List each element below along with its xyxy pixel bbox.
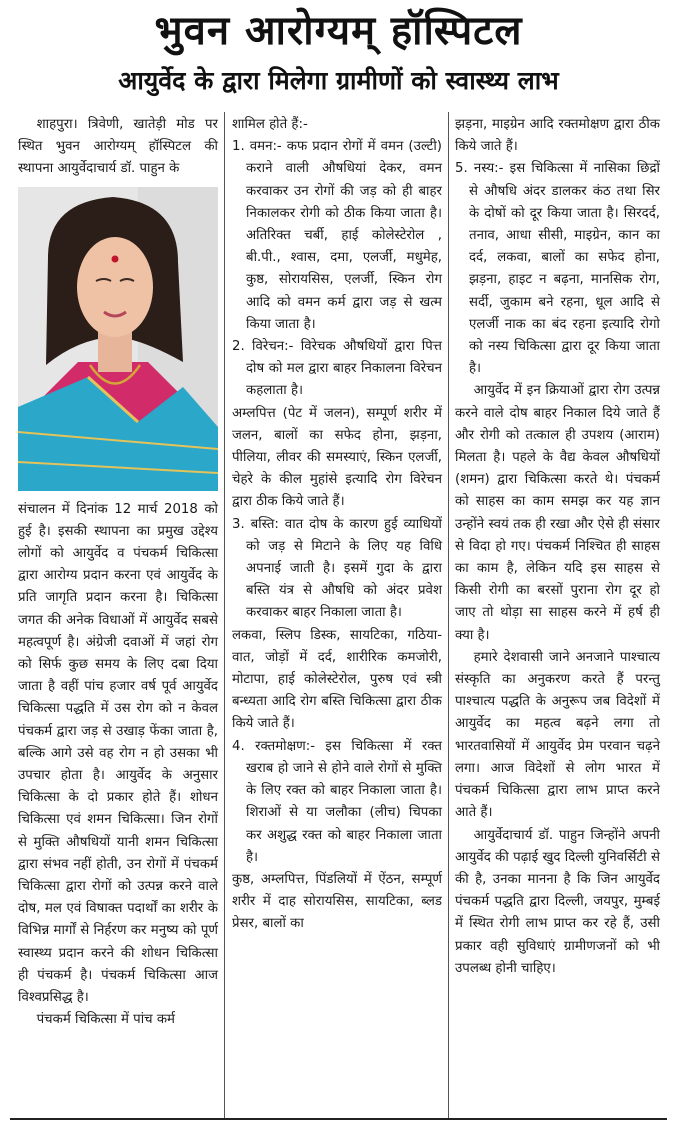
body-paragraph: संचालन में दिनांक 12 मार्च 2018 को हुई है। इसकी स्थापना का प्रमुख उद्देश्य लोगों को आयुर्वेद व पंचकर्म चिकित्सा द्वारा आरोग्य प्रदान करना एवं आयुर्वेद के प्रति जागृति प्रदान करना है। चिकित्सा जगत की अनेक विधाओं में आयुर्वेद सबसे महत्वपूर्ण है। अंग्रेजी दवाओं में जहां रोग को सिर्फ कुछ समय के लिए दबा दिया जाता है वहीं पांच हजार वर्ष पूर्व आयुर्वेद चिकित्सा पद्धति में उस रोग को न केवल पंचकर्म द्वारा जड़ से उखाड़ फेंका जाता है, बल्कि आगे उसे वह रोग न हो उसका भी उपचार होता है। आयुर्वेद के अनुसार चिकित्सा के दो प्रकार होते हैं। शोधन चिकित्सा एवं शमन चिकित्सा। जिन रोगों से मुक्ति औषधियों यानी शमन चिकित्सा द्वारा संभव नहीं होती, उन रोगों में पंचकर्म चिकित्सा द्वारा रोगों को उत्पन्न करने वाले दोष, मल एवं विषाक्त पदार्थों का शरीर के विभिन्न मार्गों से निर्हरण कर मनुष्य को पूर्ण स्वास्थ्य प्रदान करने की शोधन चिकित्सा ही पंचकर्म है। पंचकर्म चिकित्सा आज विश्वप्रसिद्ध है। bbox=[18, 501, 218, 1006]
body-paragraph: लकवा, स्लिप डिस्क, सायटिका, गठिया-वात, जोड़ों में दर्द, शारीरिक कमजोरी, मोटापा, हाई कोलेस्टेरोल, पुरुष एवं स्त्री बन्ध्यता आदि रोग बस्ति चिकित्सा द्वारा ठीक किये जाते हैं। bbox=[232, 627, 442, 732]
list-item-vaman: 1. वमन:- कफ प्रदान रोगों में वमन (उल्टी) कराने वाली औषधियां देकर, वमन करवाकर उन रोगों की जड़ को ही बाहर निकालकर रोगी को ठीक किया जाता है। अतिरिक्त चर्बी, हाई कोलेस्टेरोल , बी.पी., श्वास, दमा, एलर्जी, मधुमेह, कुष्ठ, सोरायसिस, एलर्जी, स्किन रोग आदि को वमन कर्म द्वारा जड़ से खत्म किया जाता है। bbox=[232, 139, 442, 332]
headline: भुवन आरोग्यम् हॉस्पिटल bbox=[154, 8, 523, 54]
body-paragraph: आयुर्वेदाचार्य डॉ. पाहुन जिन्होंने अपनी आयुर्वेद की पढ़ाई खुद दिल्ली युनिवर्सिटी से की है, उनका मानना है कि जिन आयुर्वेद पंचकर्म पद्धति द्वारा दिल्ली, जयपुर, मुम्बई में स्थित रोगी लाभ प्राप्त कर रहे हैं, उसी प्रकार वही सुविधाएं ग्रामीणजनों को भी उपलब्ध होनी चाहिए। bbox=[455, 827, 660, 976]
column-3 bbox=[455, 114, 660, 980]
body-paragraph: झड़ना, माइग्रेन आदि रक्तमोक्षण द्वारा ठीक किये जाते हैं। bbox=[455, 117, 660, 155]
portrait-illustration bbox=[18, 187, 218, 491]
list-item-raktamokshan: 4. रक्तमोक्षण:- इस चिकित्सा में रक्त खराब हो जाने से होने वाले रोगों से मुक्ति के लिए रक्त को बाहर निकाला जाता है। शिराओं से या जलौका (लीच) चिपका कर अशुद्ध रक्त को बाहर निकाला जाता है। bbox=[232, 738, 442, 865]
list-item-virechan: 2. विरेचन:- विरेचक औषधियों द्वारा पित्त दोष को मल द्वारा बाहर निकालना विरेचन कहलाता है। bbox=[232, 339, 442, 399]
body-paragraph: कुष्ठ, अम्लपित्त, पिंडलियों में ऐंठन, सम्पूर्ण शरीर में दाह सोरायसिस, सायटिका, ब्लड प्रेसर, बालों का bbox=[232, 871, 442, 932]
column-divider bbox=[448, 112, 449, 1120]
list-item-nasya: 5. नस्य:- इस चिकित्सा में नासिका छिद्रों से औषधि अंदर डालकर कंठ तथा सिर के दोषों को दूर किया जाता है। सिरदर्द, तनाव, आधा सीसी, माइग्रेन, कान का दर्द, लकवा, बालों का सफेद होना, झड़ना, हाइट न बढ़ना, मानसिक रोग, सर्दी, जुकाम बने रहना, धूल आदि से एलर्जी नाक का बंद रहना इत्यादि रोगो को नस्य चिकित्सा द्वारा दूर किया जाता है। bbox=[455, 161, 660, 377]
body-paragraph: हमारे देशवासी जाने अनजाने पाश्चात्य संस्कृति का अनुकरण करते हैं परन्तु पाश्चात्य पद्धति के अनुरूप जब विदेशों में आयुर्वेद का महत्व बढ़ने लगा तो भारतवासियों में आयुर्वेद प्रेम परवान चढ़ने लगा। आज विदेशों से लोग भारत में पंचकर्म चिकित्सा द्वारा लाभ प्राप्त करने आते हैं। bbox=[455, 649, 660, 821]
list-item-basti: 3. बस्ति: वात दोष के कारण हुई व्याधियों को जड़ से मिटाने के लिए यह विधि अपनाई जाती है। इसमें गुदा के द्वारा बस्ति यंत्र से औषधि को अंदर प्रवेश करवाकर बाहर निकाला जाता है। bbox=[232, 516, 442, 621]
bottom-rule bbox=[10, 1118, 667, 1120]
body-paragraph: अम्लपित्त (पेट में जलन), सम्पूर्ण शरीर में जलन, बालों का सफेद होना, झड़ना, पीलिया, लीवर की समस्याएं, स्किन एलर्जी, चेहरे के कील मुहांसे इत्यादि रोग विरेचन द्वारा ठीक किये जाते हैं। bbox=[232, 405, 442, 510]
body-paragraph: आयुर्वेद में इन क्रियाओं द्वारा रोग उत्पन्न करने वाले दोष बाहर निकाल दिये जाते हैं और रोगी को तत्काल ही उपशय (आराम) मिलता है। पहले के वैद्य केवल औषधियों (शमन) द्वारा चिकित्सा करते थे। पंचकर्म को साहस का काम समझ कर यह ज्ञान उन्होंने स्वयं तक ही रखा और ऐसे ही संसार से विदा हो गए। पंचकर्म निश्चित ही साहस का काम है, लेकिन यदि इस साहस से किसी रोगी का बरसों पुराना रोग दूर हो जाए तो थोड़ा सा साहस करने में हर्ष ही क्या है। bbox=[455, 383, 660, 643]
list-intro: शामिल होते हैं:- bbox=[232, 117, 308, 132]
column-1 bbox=[18, 114, 218, 1031]
doctor-photo bbox=[18, 187, 218, 491]
column-2 bbox=[232, 114, 442, 936]
intro-paragraph: शाहपुरा। त्रिवेणी, खातेड़ी मोड पर स्थित भुवन आरोग्यम् हॉस्पिटल की स्थापना आयुर्वेदाचार्य डॉ. पाहुन के bbox=[18, 117, 218, 177]
body-paragraph: पंचकर्म चिकित्सा में पांच कर्म bbox=[36, 1012, 176, 1028]
subheadline: आयुर्वेद के द्वारा मिलेगा ग्रामीणों को स्वास्थ्य लाभ bbox=[118, 66, 559, 95]
column-divider bbox=[224, 112, 225, 1120]
